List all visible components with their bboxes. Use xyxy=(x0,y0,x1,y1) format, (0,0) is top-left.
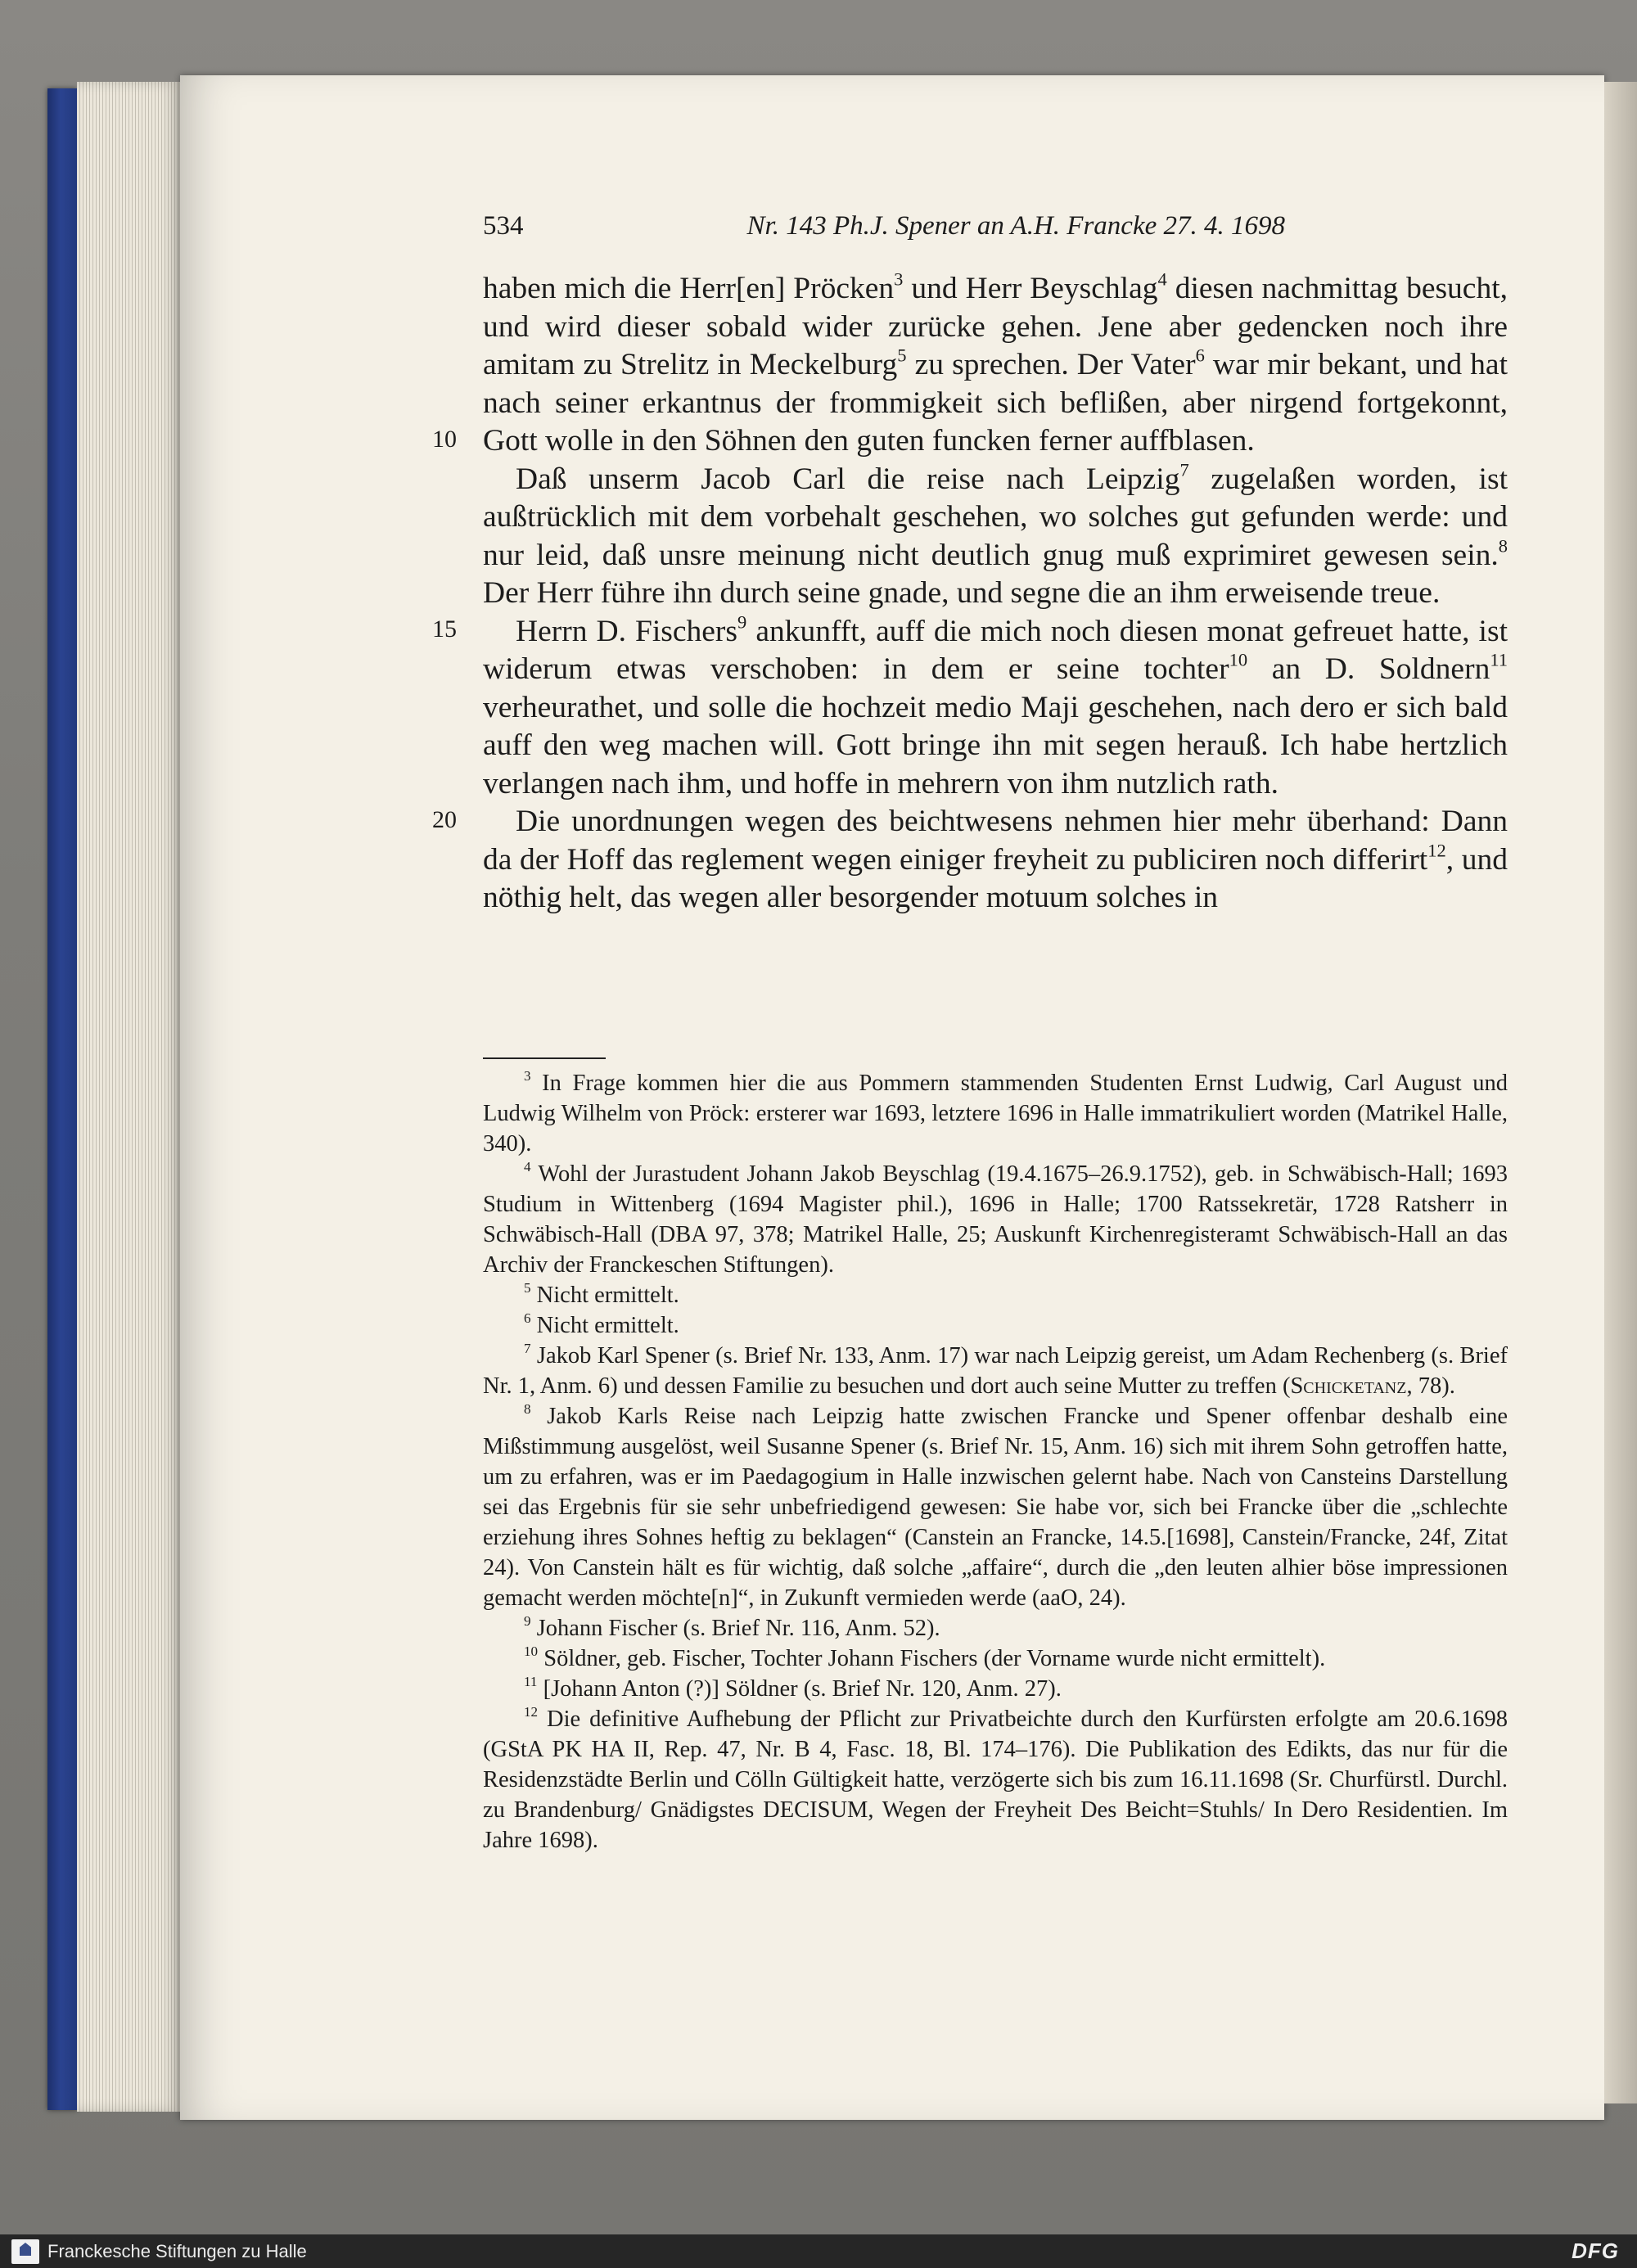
footnote-text: In Frage kommen hier die aus Pommern stammenden Studenten Ernst Ludwig, Carl August und Ludwig Wilhelm von Pröck: ersterer war 1693, letztere 1696 in Halle immatrikuliert worden (Matrikel Halle, 340). xyxy=(483,1071,1508,1157)
paragraph-3 xyxy=(483,613,1508,804)
page-header xyxy=(483,211,1285,244)
footnote-11 xyxy=(483,1674,1508,1704)
footnote-smallcaps: Schicketanz xyxy=(1290,1373,1407,1399)
line-number-20: 20 xyxy=(432,806,457,833)
footnote-ref-3: 3 xyxy=(894,268,904,290)
p1-text-b: und Herr Beyschlag xyxy=(903,272,1158,305)
footnote-6 xyxy=(483,1310,1508,1341)
footnote-number: 12 xyxy=(524,1704,539,1720)
footnote-text: Jakob Karl Spener (s. Brief Nr. 133, Anm. 17) war nach Leipzig gereist, um Adam Rechenberg (s. Brief Nr. 1, Anm. 6) und dessen Familie zu besuchen und dort auch seine Mutter zu treffen ( xyxy=(483,1343,1508,1399)
footnote-number: 11 xyxy=(524,1674,538,1690)
paragraph-1 xyxy=(483,270,1508,461)
p1-text-d: zu sprechen. Der Vater xyxy=(906,348,1196,381)
footnote-ref-7: 7 xyxy=(1179,458,1189,480)
book-page-edges xyxy=(77,82,180,2112)
footnote-number: 8 xyxy=(524,1401,531,1418)
p1-text-e: war mir bekant, und hat nach seiner erkantnus der frommigkeit sich beflißen, aber nirgend fortgekonnt, Gott wolle in den Söhnen den guten funcken ferner auffblasen. xyxy=(483,348,1508,458)
page-number: 534 xyxy=(483,211,524,241)
footnote-ref-12: 12 xyxy=(1427,839,1446,860)
line-number-10: 10 xyxy=(432,426,457,453)
footnote-ref-10: 10 xyxy=(1229,649,1248,670)
page-right-edge xyxy=(1604,82,1637,2103)
footnote-text: Nicht ermittelt. xyxy=(536,1283,679,1308)
p1-text-c: diesen nachmittag besucht, und wird dieser sobald wider zurücke gehen. Jene aber gedencken noch ihre amitam zu Strelitz in Meckelburg xyxy=(483,272,1508,381)
footnote-text: [Johann Anton (?)] Söldner (s. Brief Nr. 120, Anm. 27). xyxy=(543,1676,1062,1702)
main-text xyxy=(483,270,1508,918)
footnote-number: 10 xyxy=(524,1644,539,1660)
footnote-12 xyxy=(483,1704,1508,1855)
p3-text-a: Herrn D. Fischers xyxy=(516,614,738,648)
footnote-text-tail: , 78). xyxy=(1406,1373,1455,1399)
footnotes xyxy=(483,1068,1508,1855)
p2-text-c: Der Herr führe ihn durch seine gnade, und segne die an ihm erweisende treue. xyxy=(483,576,1441,610)
footnote-number: 7 xyxy=(524,1341,531,1357)
footnote-text: Jakob Karls Reise nach Leipzig hatte zwischen Francke und Spener offenbar deshalb eine Mißstimmung ausgelöst, weil Susanne Spener (s. Brief Nr. 15, Anm. 16) sich mit ihrem Sohn getroffen hatte, um zu erfahren, was er im Paedagogium in Halle inzwischen gelernt habe. Nach von Cansteins Darstellung sei das Ergebnis für sie sehr unbefriedigend gewesen: Sie habe vor, sich bei Francke über die „schlechte erziehung ihres Sohnes heftig zu beklagen“ (Canstein an Francke, 14.5.[1698], Canstein/Francke, 24f, Zitat 24). Von Canstein hält es für wichtig, daß solche „affaire“, durch die „den leuten alhier böse impressionen gemacht werden möchte[n]“, in Zukunft vermieden werde (aaO, 24). xyxy=(483,1404,1508,1611)
footnote-ref-8: 8 xyxy=(1498,534,1508,556)
paragraph-4 xyxy=(483,803,1508,918)
footnote-text: Die definitive Aufhebung der Pflicht zur Privatbeichte durch den Kurfürsten erfolgte am 20.6.1698 (GStA PK HA II, Rep. 47, Nr. B 4, Fasc. 18, Bl. 174–176). Die Publikation des Edikts, das nur für die Residenzstädte Berlin und Cölln Gültigkeit hatte, verzögerte sich bis zum 16.11.1698 (Sr. Churfürstl. Durchl. zu Brandenburg/ Gnädigstes DECISUM, Wegen der Freyheit Des Beicht=Stuhls/ In Dero Residentien. Im Jahre 1698). xyxy=(483,1707,1508,1853)
footnote-text: Nicht ermittelt. xyxy=(536,1313,679,1338)
p4-text-b: , und nöthig helt, das wegen aller besorgender motuum solches in xyxy=(483,842,1508,914)
p2-text-b: zugelaßen worden, ist außtrücklich mit dem vorbehalt geschehen, wo solches gut gefunden werde: und nur leid, daß unsre meinung nicht deutlich gnug muß exprimiret gewesen sein. xyxy=(483,462,1508,572)
footnote-ref-11: 11 xyxy=(1490,649,1508,670)
p1-text-a: haben mich die Herr[en] Pröcken xyxy=(483,272,895,305)
p3-text-c: an D. Soldnern xyxy=(1247,652,1490,686)
footnote-text: Söldner, geb. Fischer, Tochter Johann Fischers (der Vorname wurde nicht ermittelt). xyxy=(543,1646,1326,1671)
footnote-number: 3 xyxy=(524,1068,531,1084)
book-cover-edge xyxy=(47,88,77,2110)
footnote-5 xyxy=(483,1280,1508,1310)
footnote-7 xyxy=(483,1341,1508,1401)
footnote-number: 9 xyxy=(524,1613,531,1630)
footnote-3 xyxy=(483,1068,1508,1159)
footnote-ref-5: 5 xyxy=(897,345,907,366)
p3-text-d: verheurathet, und solle die hochzeit medio Maji geschehen, nach dero er sich bald auff den weg machen will. Gott bringe ihn mit segen herauß. Ich habe hertzlich verlangen nach ihm, und hoffe in mehrern von ihm nutzlich rath. xyxy=(483,690,1508,800)
footnote-number: 4 xyxy=(524,1159,531,1175)
footnote-text: Wohl der Jurastudent Johann Jakob Beyschlag (19.4.1675–26.9.1752), geb. in Schwäbisch-Hall; 1693 Studium in Wittenberg (1694 Magister phil.), 1696 in Halle; 1700 Ratssekretär, 1728 Ratsherr in Schwäbisch-Hall (DBA 97, 378; Matrikel Halle, 25; Auskunft Kirchenregisteramt Schwäbisch-Hall an das Archiv der Franckeschen Stiftungen). xyxy=(483,1161,1508,1278)
paragraph-2 xyxy=(483,458,1508,613)
p3-text-b: ankunfft, auff die mich noch diesen monat gefreuet hatte, ist widerum etwas verschoben: in dem er seine tochter xyxy=(483,614,1508,686)
footnote-number: 6 xyxy=(524,1310,531,1327)
footnote-ref-6: 6 xyxy=(1195,345,1205,366)
footer-bar xyxy=(0,2234,1637,2268)
footnote-text: Johann Fischer (s. Brief Nr. 116, Anm. 52). xyxy=(536,1616,940,1641)
p4-text-a: Die unordnungen wegen des beichtwesens nehmen hier mehr überhand: Dann da der Hoff das reglement wegen einiger freyheit zu publiciren noch differirt xyxy=(483,805,1508,877)
line-number-15: 15 xyxy=(432,615,457,643)
footnote-4 xyxy=(483,1159,1508,1280)
institution-name[interactable]: Franckesche Stiftungen zu Halle xyxy=(47,2241,307,2261)
p2-text-a: Daß unserm Jacob Carl die reise nach Leipzig xyxy=(516,462,1180,496)
footnote-ref-9: 9 xyxy=(737,611,747,632)
footnote-ref-4: 4 xyxy=(1157,268,1167,290)
footnote-9 xyxy=(483,1613,1508,1644)
institution-logo-icon[interactable] xyxy=(11,2239,39,2264)
footnote-8 xyxy=(483,1401,1508,1613)
footnote-number: 5 xyxy=(524,1280,531,1296)
dfg-logo[interactable]: DFG xyxy=(1572,2239,1619,2263)
footnote-separator xyxy=(483,1057,606,1059)
footnote-10 xyxy=(483,1644,1508,1674)
running-title: Nr. 143 Ph.J. Spener an A.H. Francke 27. 4. 1698 xyxy=(746,211,1285,241)
